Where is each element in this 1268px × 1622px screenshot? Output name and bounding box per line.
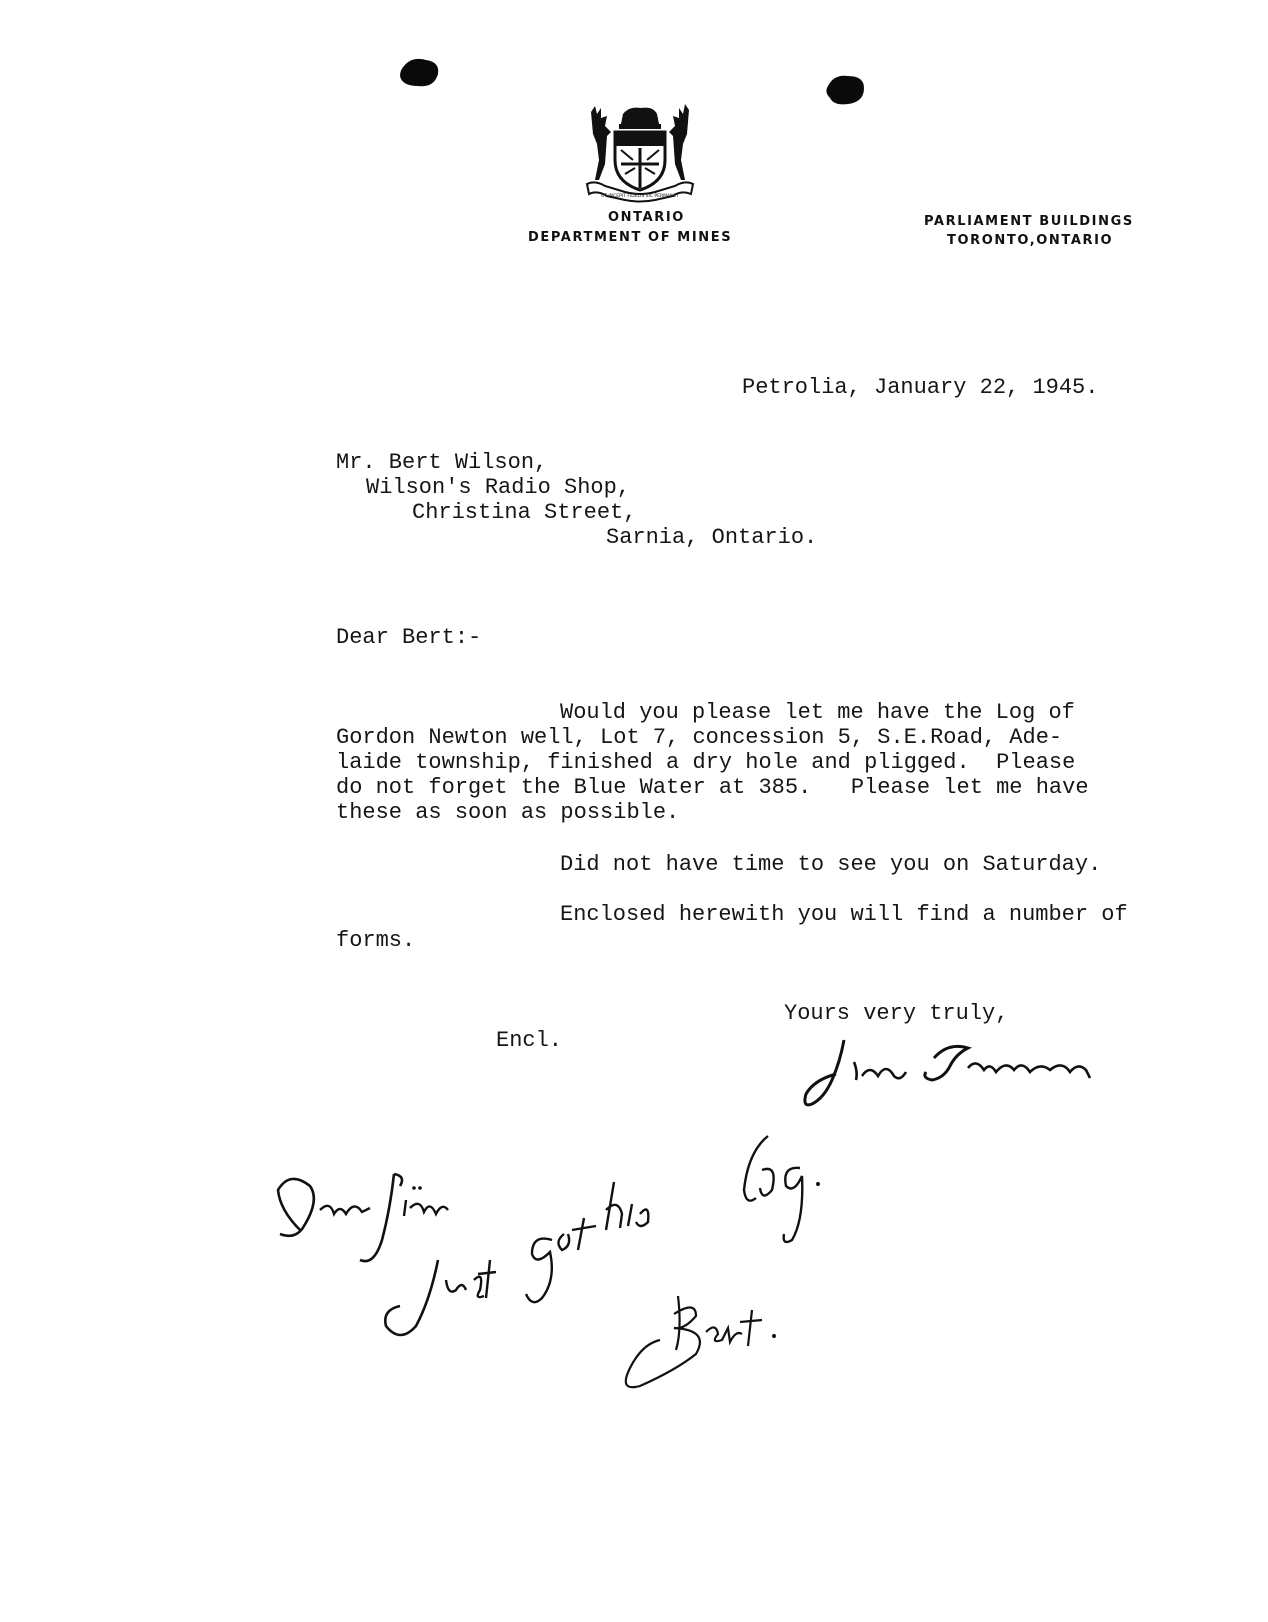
body-paragraph-3-line2: forms. — [336, 928, 416, 953]
handwritten-reply-note — [270, 1130, 870, 1450]
salutation: Dear Bert:- — [336, 625, 482, 650]
ontario-coat-of-arms-logo — [585, 104, 695, 202]
recipient-line-name: Mr. Bert Wilson, — [336, 450, 548, 475]
body-paragraph-1: Would you please let me have the Log of Gordon Newton well, Lot 7, concession 5, S.E.Road, Ade- laide township, finished a dry hole and pligged. Please do not forget the Blue Water at 385. Please let me have these as soon as possible. — [336, 700, 1089, 825]
handwritten-signature — [800, 1032, 1120, 1112]
svg-text:UT INCEPIT FIDELIS SIC PERMANE: UT INCEPIT FIDELIS SIC PERMANET — [600, 194, 680, 199]
recipient-line-business: Wilson's Radio Shop, — [366, 475, 631, 500]
recipient-line-street: Christina Street, — [412, 500, 637, 525]
ink-blot-left — [398, 56, 442, 90]
ink-blot-right — [824, 72, 868, 108]
letterhead-address-line1: PARLIAMENT BUILDINGS — [924, 214, 1134, 229]
letterhead-department: DEPARTMENT OF MINES — [528, 230, 733, 245]
letterhead-address-line2: TORONTO,ONTARIO — [947, 233, 1114, 248]
date-line: Petrolia, January 22, 1945. — [742, 375, 1099, 400]
body-paragraph-3-line1: Enclosed herewith you will find a number of — [560, 902, 1128, 927]
body-paragraph-2: Did not have time to see you on Saturday. — [560, 852, 1102, 877]
closing: Yours very truly, — [784, 1001, 1009, 1026]
recipient-line-city: Sarnia, Ontario. — [606, 525, 818, 550]
enclosure-note: Encl. — [496, 1028, 563, 1053]
letterhead-province: ONTARIO — [608, 210, 685, 225]
